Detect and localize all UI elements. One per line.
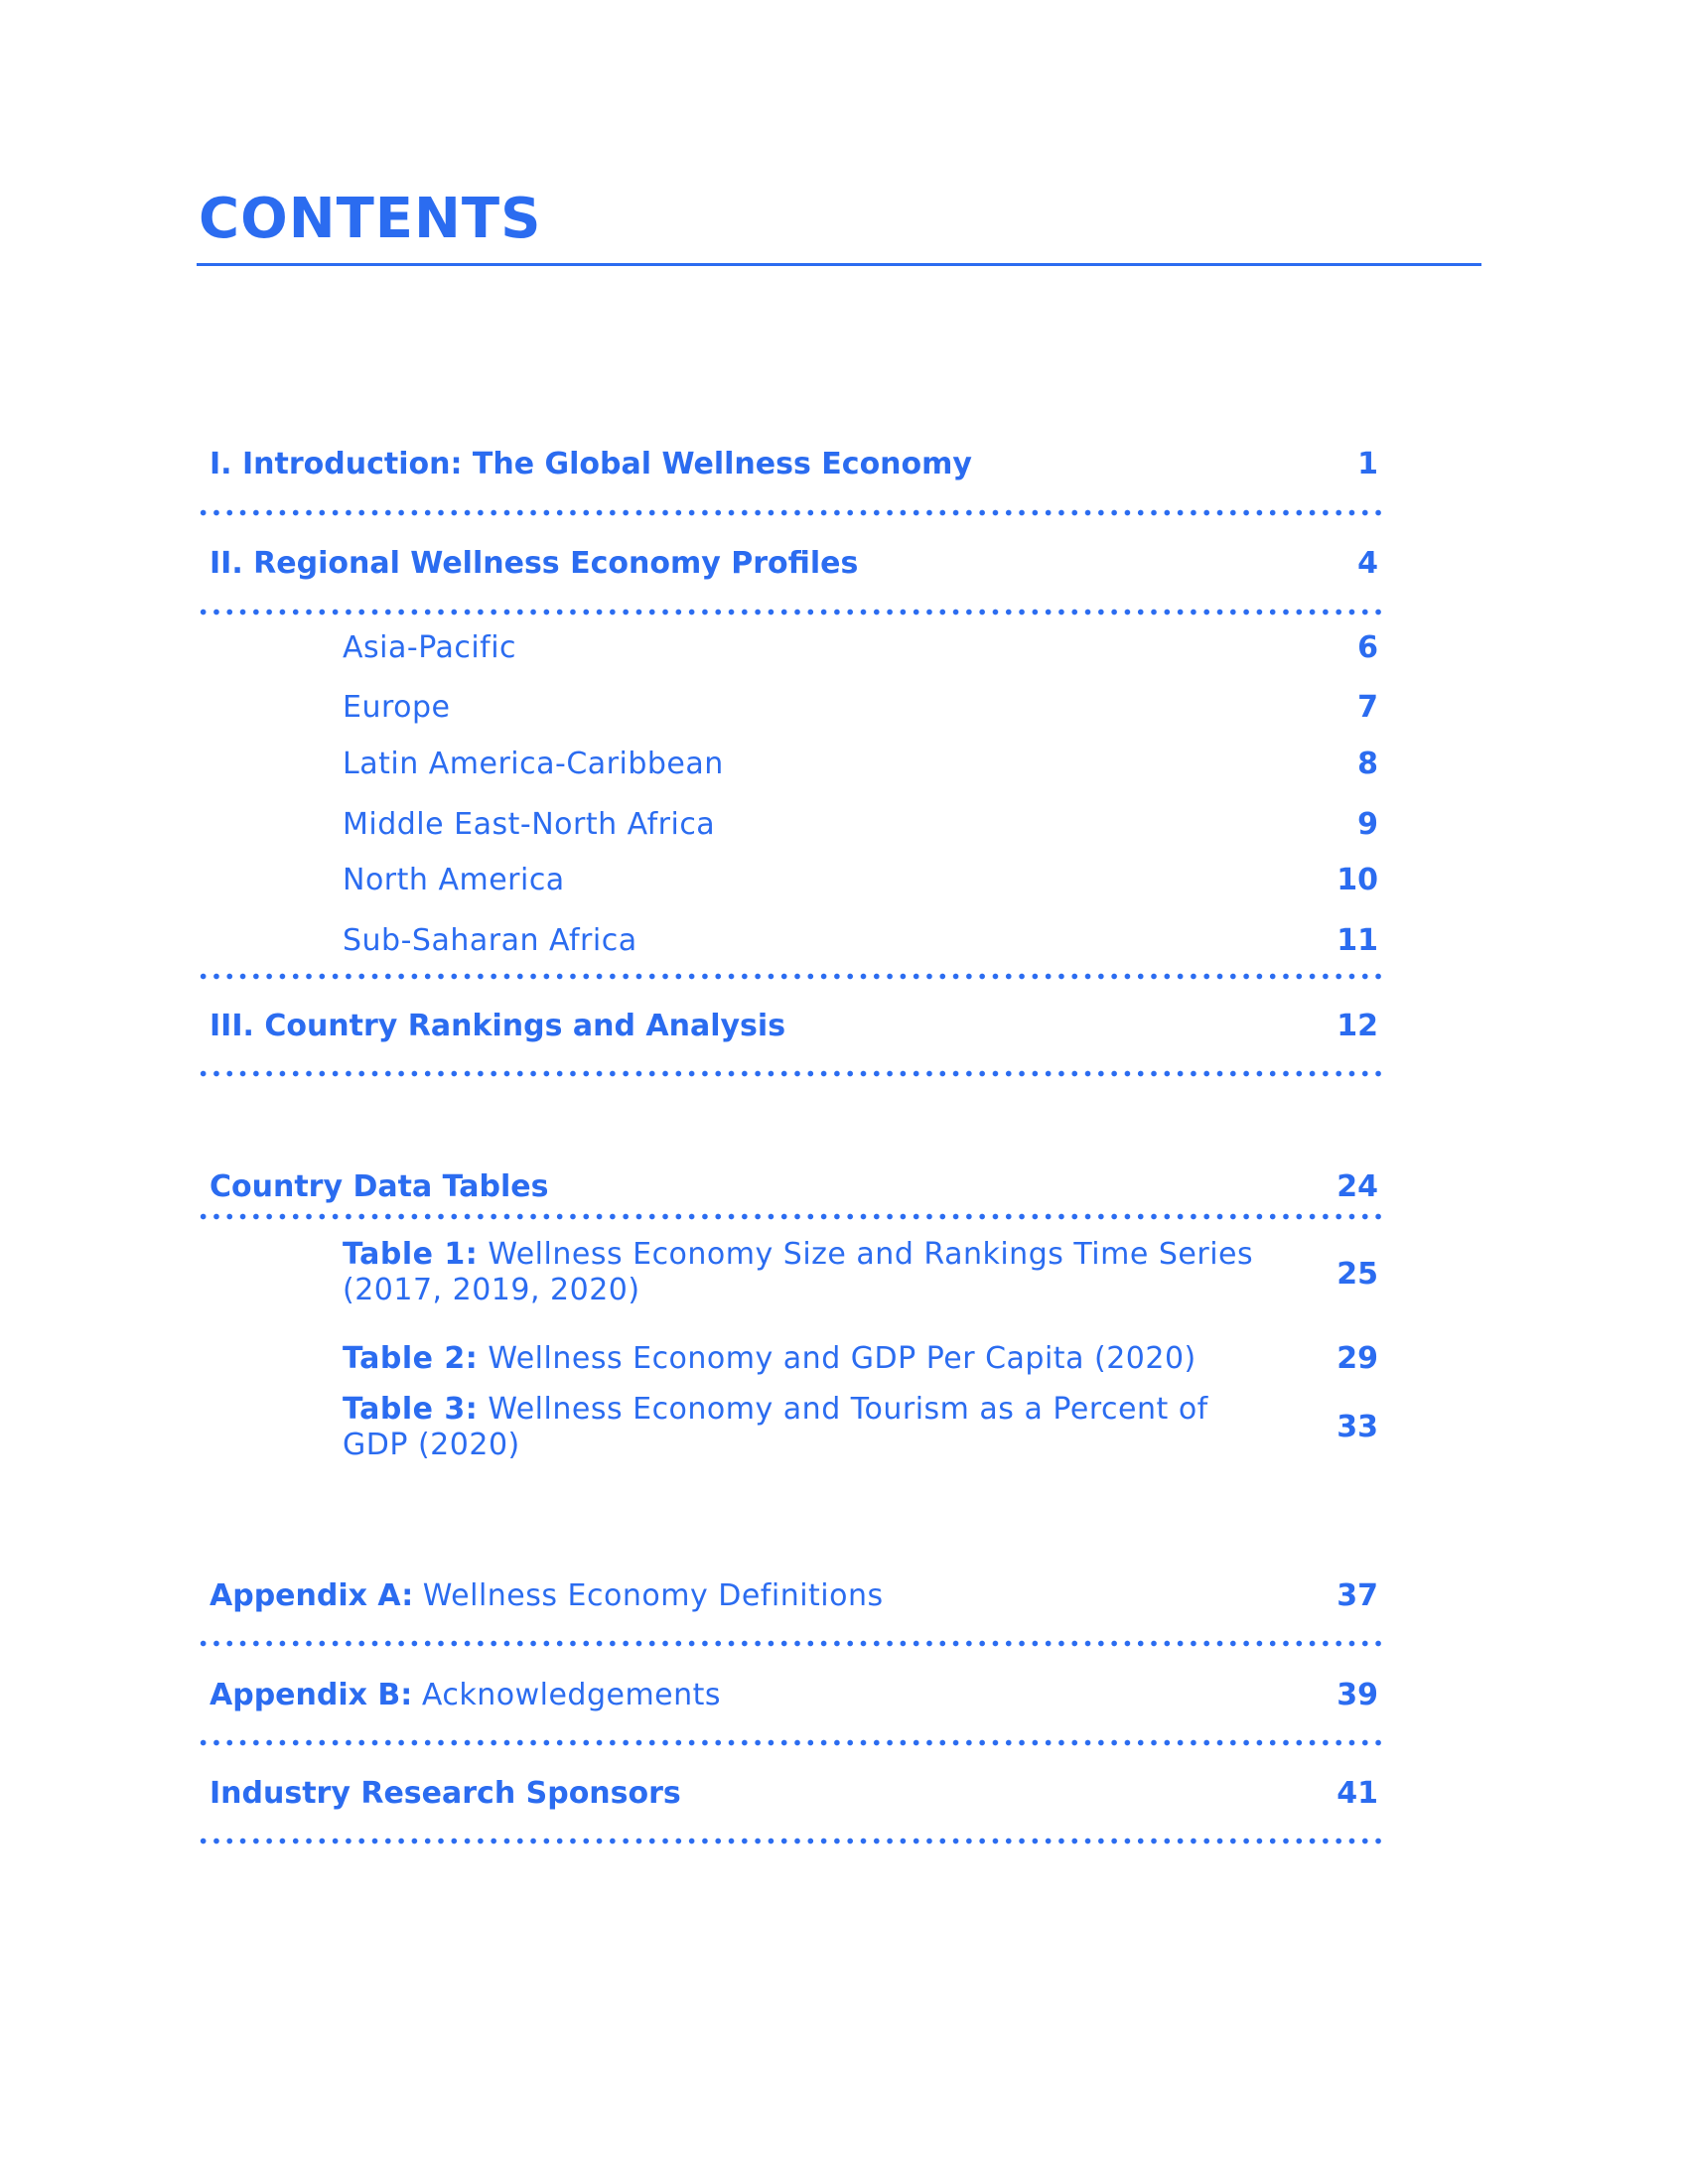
toc-entry-sponsors[interactable]: Industry Research Sponsors (210, 1776, 681, 1811)
toc-page-appendix-a: 37 (1336, 1578, 1378, 1613)
dotted-divider (197, 509, 1388, 516)
toc-entry-table-2[interactable] (343, 1341, 1266, 1377)
toc-entry-middle-east[interactable]: Middle East-North Africa (343, 807, 716, 842)
dotted-divider (197, 1640, 1388, 1647)
toc-page-introduction: 1 (1357, 447, 1378, 481)
toc-page-north-america: 10 (1336, 863, 1378, 897)
toc-entry-country-rankings[interactable]: III. Country Rankings and Analysis (210, 1009, 786, 1043)
dotted-divider (197, 1838, 1388, 1844)
toc-page-country-rankings: 12 (1336, 1009, 1378, 1043)
toc-entry-europe[interactable]: Europe (343, 690, 451, 725)
toc-entry-asia-pacific[interactable]: Asia-Pacific (343, 630, 517, 665)
page-title: CONTENTS (199, 187, 542, 251)
appendix-title: Acknowledgements (421, 1678, 722, 1712)
dotted-divider (197, 1070, 1388, 1077)
dotted-divider (197, 1213, 1388, 1220)
table-title: Wellness Economy and GDP Per Capita (2020) (488, 1341, 1196, 1376)
toc-entry-sub-saharan-africa[interactable]: Sub-Saharan Africa (343, 923, 637, 958)
toc-entry-appendix-b[interactable] (210, 1678, 721, 1713)
toc-page-table-3: 33 (1336, 1410, 1378, 1444)
toc-page-sub-saharan-africa: 11 (1336, 923, 1378, 958)
toc-page-middle-east: 9 (1357, 807, 1378, 842)
toc-page-latin-america: 8 (1357, 747, 1378, 781)
toc-entry-introduction[interactable]: I. Introduction: The Global Wellness Economy (210, 447, 972, 481)
appendix-prefix: Appendix A: (210, 1578, 414, 1613)
toc-page-europe: 7 (1357, 690, 1378, 725)
dotted-divider (197, 973, 1388, 980)
toc-page-sponsors: 41 (1336, 1776, 1378, 1811)
dotted-divider (197, 609, 1388, 615)
table-prefix: Table 3: (343, 1392, 479, 1427)
title-rule (197, 263, 1481, 266)
table-prefix: Table 2: (343, 1341, 479, 1376)
table-title: Wellness Economy Size and Rankings Time Series (2017, 2019, 2020) (343, 1237, 1254, 1307)
table-prefix: Table 1: (343, 1237, 479, 1272)
toc-entry-north-america[interactable]: North America (343, 863, 565, 897)
toc-entry-latin-america[interactable]: Latin America-Caribbean (343, 747, 724, 781)
table-title: Wellness Economy and Tourism as a Percent of GDP (2020) (343, 1392, 1208, 1462)
toc-page-country-data-tables: 24 (1336, 1169, 1378, 1204)
toc-page-table-2: 29 (1336, 1341, 1378, 1376)
toc-entry-appendix-a[interactable] (210, 1578, 884, 1614)
toc-entry-table-3[interactable] (343, 1392, 1266, 1463)
toc-entry-table-1[interactable] (343, 1237, 1266, 1308)
toc-page-table-1: 25 (1336, 1257, 1378, 1292)
toc-page-asia-pacific: 6 (1357, 630, 1378, 665)
toc-entry-country-data-tables[interactable]: Country Data Tables (210, 1169, 549, 1204)
appendix-prefix: Appendix B: (210, 1678, 413, 1712)
toc-page-regional-profiles: 4 (1357, 546, 1378, 581)
toc-entry-regional-profiles[interactable]: II. Regional Wellness Economy Profiles (210, 546, 859, 581)
dotted-divider (197, 1739, 1388, 1746)
toc-page-appendix-b: 39 (1336, 1678, 1378, 1712)
appendix-title: Wellness Economy Definitions (422, 1578, 884, 1613)
